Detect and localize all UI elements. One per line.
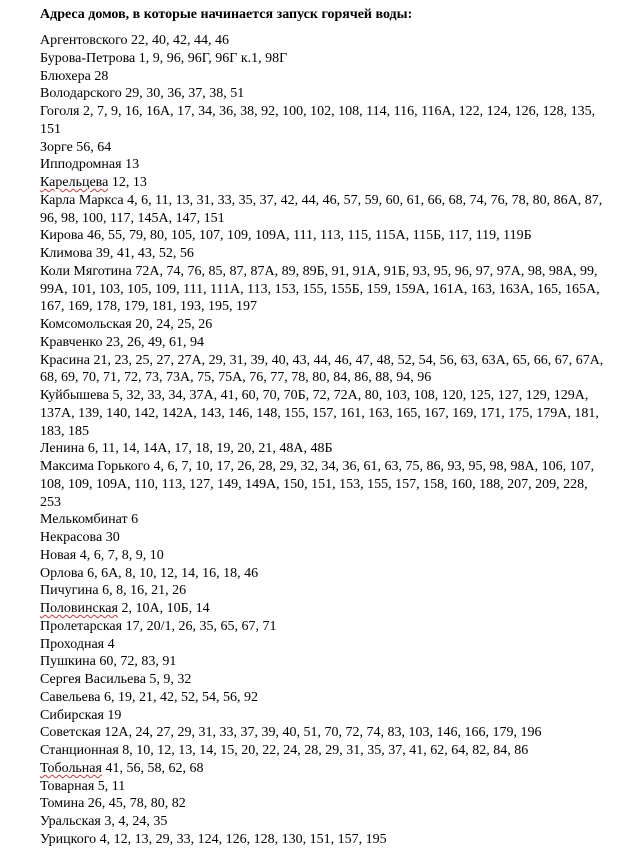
street-name: Советская: [40, 725, 101, 741]
street-name: Мелькомбинат: [40, 512, 128, 528]
house-numbers: 2, 10А, 10Б, 14: [121, 601, 210, 616]
address-entry: [40, 618, 612, 636]
address-entry: [40, 760, 612, 778]
street-name: Ипподромная: [40, 157, 122, 173]
house-numbers: 6, 8, 16, 21, 26: [102, 583, 187, 599]
address-entry: [40, 50, 612, 68]
street-name: Карла Маркса: [40, 192, 124, 208]
street-name: Климова: [40, 246, 93, 261]
house-numbers: 56, 64: [76, 139, 112, 155]
document-heading: Адреса домов, в которые начинается запуск горячей воды:: [40, 7, 413, 22]
house-numbers: 72А, 74, 76, 85, 87, 87А, 89, 89Б, 91, 91А, 91Б, 93, 95, 96, 97, 97А, 98, 98А, 99, 99А, 101, 103, 105, 109, 111, 111А, 113, 153, 155, 155Б, 159, 159А, 161А, 163, 163А, 165, 165А, 167, 169, 178, 179, 181, 193, 195, 197: [40, 263, 600, 315]
address-list: [40, 32, 612, 849]
address-entry: [40, 671, 612, 689]
street-name: Сибирская: [40, 707, 104, 723]
street-name: Орлова: [40, 565, 84, 581]
house-numbers: 13: [125, 157, 140, 173]
street-name: Максима Горького: [40, 459, 151, 474]
address-entry: [40, 831, 612, 849]
street-name: Пролетарская: [40, 618, 123, 634]
address-entry: [40, 795, 612, 813]
street-name: Коли Мяготина: [40, 263, 132, 279]
house-numbers: 21, 23, 25, 27, 27А, 29, 31, 39, 40, 43, 44, 46, 47, 48, 52, 54, 56, 63, 63А, 65, 66, 67, 67А, 68, 69, 70, 71, 72, 73, 73А, 75, 75А, 76, 77, 78, 80, 84, 86, 88, 94, 96: [40, 352, 604, 386]
street-name: Аргентовского: [40, 33, 128, 48]
address-entry: [40, 600, 612, 618]
street-name: Станционная: [40, 743, 119, 758]
address-entry: [40, 653, 612, 671]
street-name: Савельева: [40, 689, 101, 705]
house-numbers: 6, 6А, 8, 10, 12, 14, 16, 18, 46: [87, 565, 259, 581]
house-numbers: 12, 13: [111, 175, 147, 190]
address-entry: [40, 565, 612, 583]
address-entry: [40, 707, 612, 725]
street-name: Пичугина: [40, 583, 99, 599]
address-entry: [40, 778, 612, 796]
street-name: Новая: [40, 547, 77, 563]
house-numbers: 4, 6, 11, 13, 31, 33, 35, 37, 42, 44, 46, 57, 59, 60, 61, 66, 68, 74, 76, 78, 80, 86А, 87, 96, 98, 100, 117, 145А, 147, 151: [40, 192, 603, 226]
street-name: Проходная: [40, 636, 105, 652]
address-entry: [40, 440, 612, 458]
street-name: Куйбышева: [40, 388, 109, 403]
address-entry: [40, 724, 612, 742]
house-numbers: 2, 7, 9, 16, 16А, 17, 34, 36, 38, 92, 100, 102, 108, 114, 116, 116А, 122, 124, 126, 128, 135, 151: [40, 104, 596, 137]
street-name: Бурова-Петрова: [40, 50, 136, 66]
address-entry: [40, 582, 612, 600]
street-name: Блюхера: [40, 68, 91, 84]
street-name: Некрасова: [40, 530, 103, 545]
house-numbers: 20, 24, 25, 26: [135, 317, 213, 332]
house-numbers: 4, 12, 13, 29, 33, 124, 126, 128, 130, 151, 157, 195: [99, 831, 387, 847]
street-name: Карельцева: [40, 175, 109, 190]
address-entry: [40, 529, 612, 547]
address-entry: [40, 689, 612, 707]
street-name: Кравченко: [40, 334, 103, 350]
street-name: Гоголя: [40, 104, 80, 119]
house-numbers: 5, 11: [97, 778, 126, 794]
address-entry: [40, 192, 612, 228]
address-entry: [40, 742, 612, 760]
house-numbers: 19: [107, 707, 122, 723]
house-numbers: 23, 26, 49, 61, 94: [105, 334, 204, 350]
street-name: Сергея Васильева: [40, 672, 146, 687]
street-name: Половинская: [40, 601, 118, 616]
house-numbers: 5, 9, 32: [149, 672, 192, 687]
street-name: Володарского: [40, 86, 122, 102]
house-numbers: 41, 56, 58, 62, 68: [105, 760, 204, 776]
street-name: Тобольная: [40, 760, 102, 776]
house-numbers: 1, 9, 96, 96Г, 96Г к.1, 98Г: [138, 50, 288, 66]
address-entry: [40, 227, 612, 245]
house-numbers: 46, 55, 79, 80, 105, 107, 109, 109А, 111, 113, 115, 115А, 115Б, 117, 119, 119Б: [86, 228, 532, 244]
address-entry: [40, 68, 612, 86]
house-numbers: 6, 11, 14, 14А, 17, 18, 19, 20, 21, 48А, 48Б: [87, 441, 333, 457]
address-entry: [40, 174, 612, 192]
house-numbers: 5, 32, 33, 34, 37А, 41, 60, 70, 70Б, 72, 72А, 80, 103, 108, 120, 125, 127, 129, 129А, 137А, 139, 140, 142, 142А, 143, 146, 148, 155, 157, 161, 163, 165, 167, 169, 171, 175, 179А, 181, 183, 185: [40, 388, 599, 439]
house-numbers: 3, 4, 24, 35: [104, 814, 168, 829]
house-numbers: 28: [94, 68, 109, 84]
house-numbers: 8, 10, 12, 13, 14, 15, 20, 22, 24, 28, 29, 31, 35, 37, 41, 62, 64, 82, 84, 86: [122, 743, 529, 758]
house-numbers: 12А, 24, 27, 29, 31, 33, 37, 39, 40, 51, 70, 72, 74, 83, 103, 146, 166, 179, 196: [104, 725, 542, 741]
house-numbers: 6, 19, 21, 42, 52, 54, 56, 92: [104, 689, 259, 705]
address-entry: [40, 813, 612, 831]
house-numbers: 6: [131, 512, 139, 528]
house-numbers: 4, 6, 7, 10, 17, 26, 28, 29, 32, 34, 36, 61, 63, 75, 86, 93, 95, 98, 98А, 106, 107, 108, 109, 109А, 110, 113, 127, 149, 149А, 150, 151, 153, 155, 157, 158, 160, 188, 207, 209, 228, 253: [40, 459, 595, 510]
house-numbers: 39, 41, 43, 52, 56: [95, 246, 194, 261]
house-numbers: 30: [105, 530, 120, 545]
address-entry: [40, 156, 612, 174]
address-entry: [40, 263, 612, 316]
street-name: Ленина: [40, 441, 85, 457]
address-entry: [40, 245, 612, 263]
house-numbers: 60, 72, 83, 91: [99, 654, 177, 670]
address-entry: [40, 352, 612, 388]
house-numbers: 4, 6, 7, 8, 9, 10: [79, 547, 164, 563]
street-name: Товарная: [40, 778, 95, 794]
street-name: Пушкина: [40, 654, 96, 670]
street-name: Урицкого: [40, 831, 97, 847]
house-numbers: 26, 45, 78, 80, 82: [87, 796, 186, 812]
address-entry: [40, 103, 612, 139]
street-name: Уральская: [40, 814, 101, 829]
address-entry: [40, 547, 612, 565]
address-entry: [40, 85, 612, 103]
address-entry: [40, 511, 612, 529]
house-numbers: 29, 30, 36, 37, 38, 51: [125, 86, 245, 102]
address-entry: [40, 334, 612, 352]
document: [40, 6, 612, 849]
street-name: Комсомольская: [40, 317, 132, 332]
street-name: Зорге: [40, 139, 73, 155]
address-entry: [40, 636, 612, 654]
address-entry: [40, 458, 612, 511]
address-entry: [40, 316, 612, 334]
address-entry: [40, 139, 612, 157]
street-name: Томина: [40, 796, 85, 812]
street-name: Кирова: [40, 228, 84, 244]
house-numbers: 17, 20/1, 26, 35, 65, 67, 71: [125, 618, 277, 634]
address-entry: [40, 32, 612, 50]
house-numbers: 4: [107, 636, 115, 652]
address-entry: [40, 387, 612, 440]
house-numbers: 22, 40, 42, 44, 46: [131, 33, 230, 48]
street-name: Красина: [40, 352, 90, 368]
